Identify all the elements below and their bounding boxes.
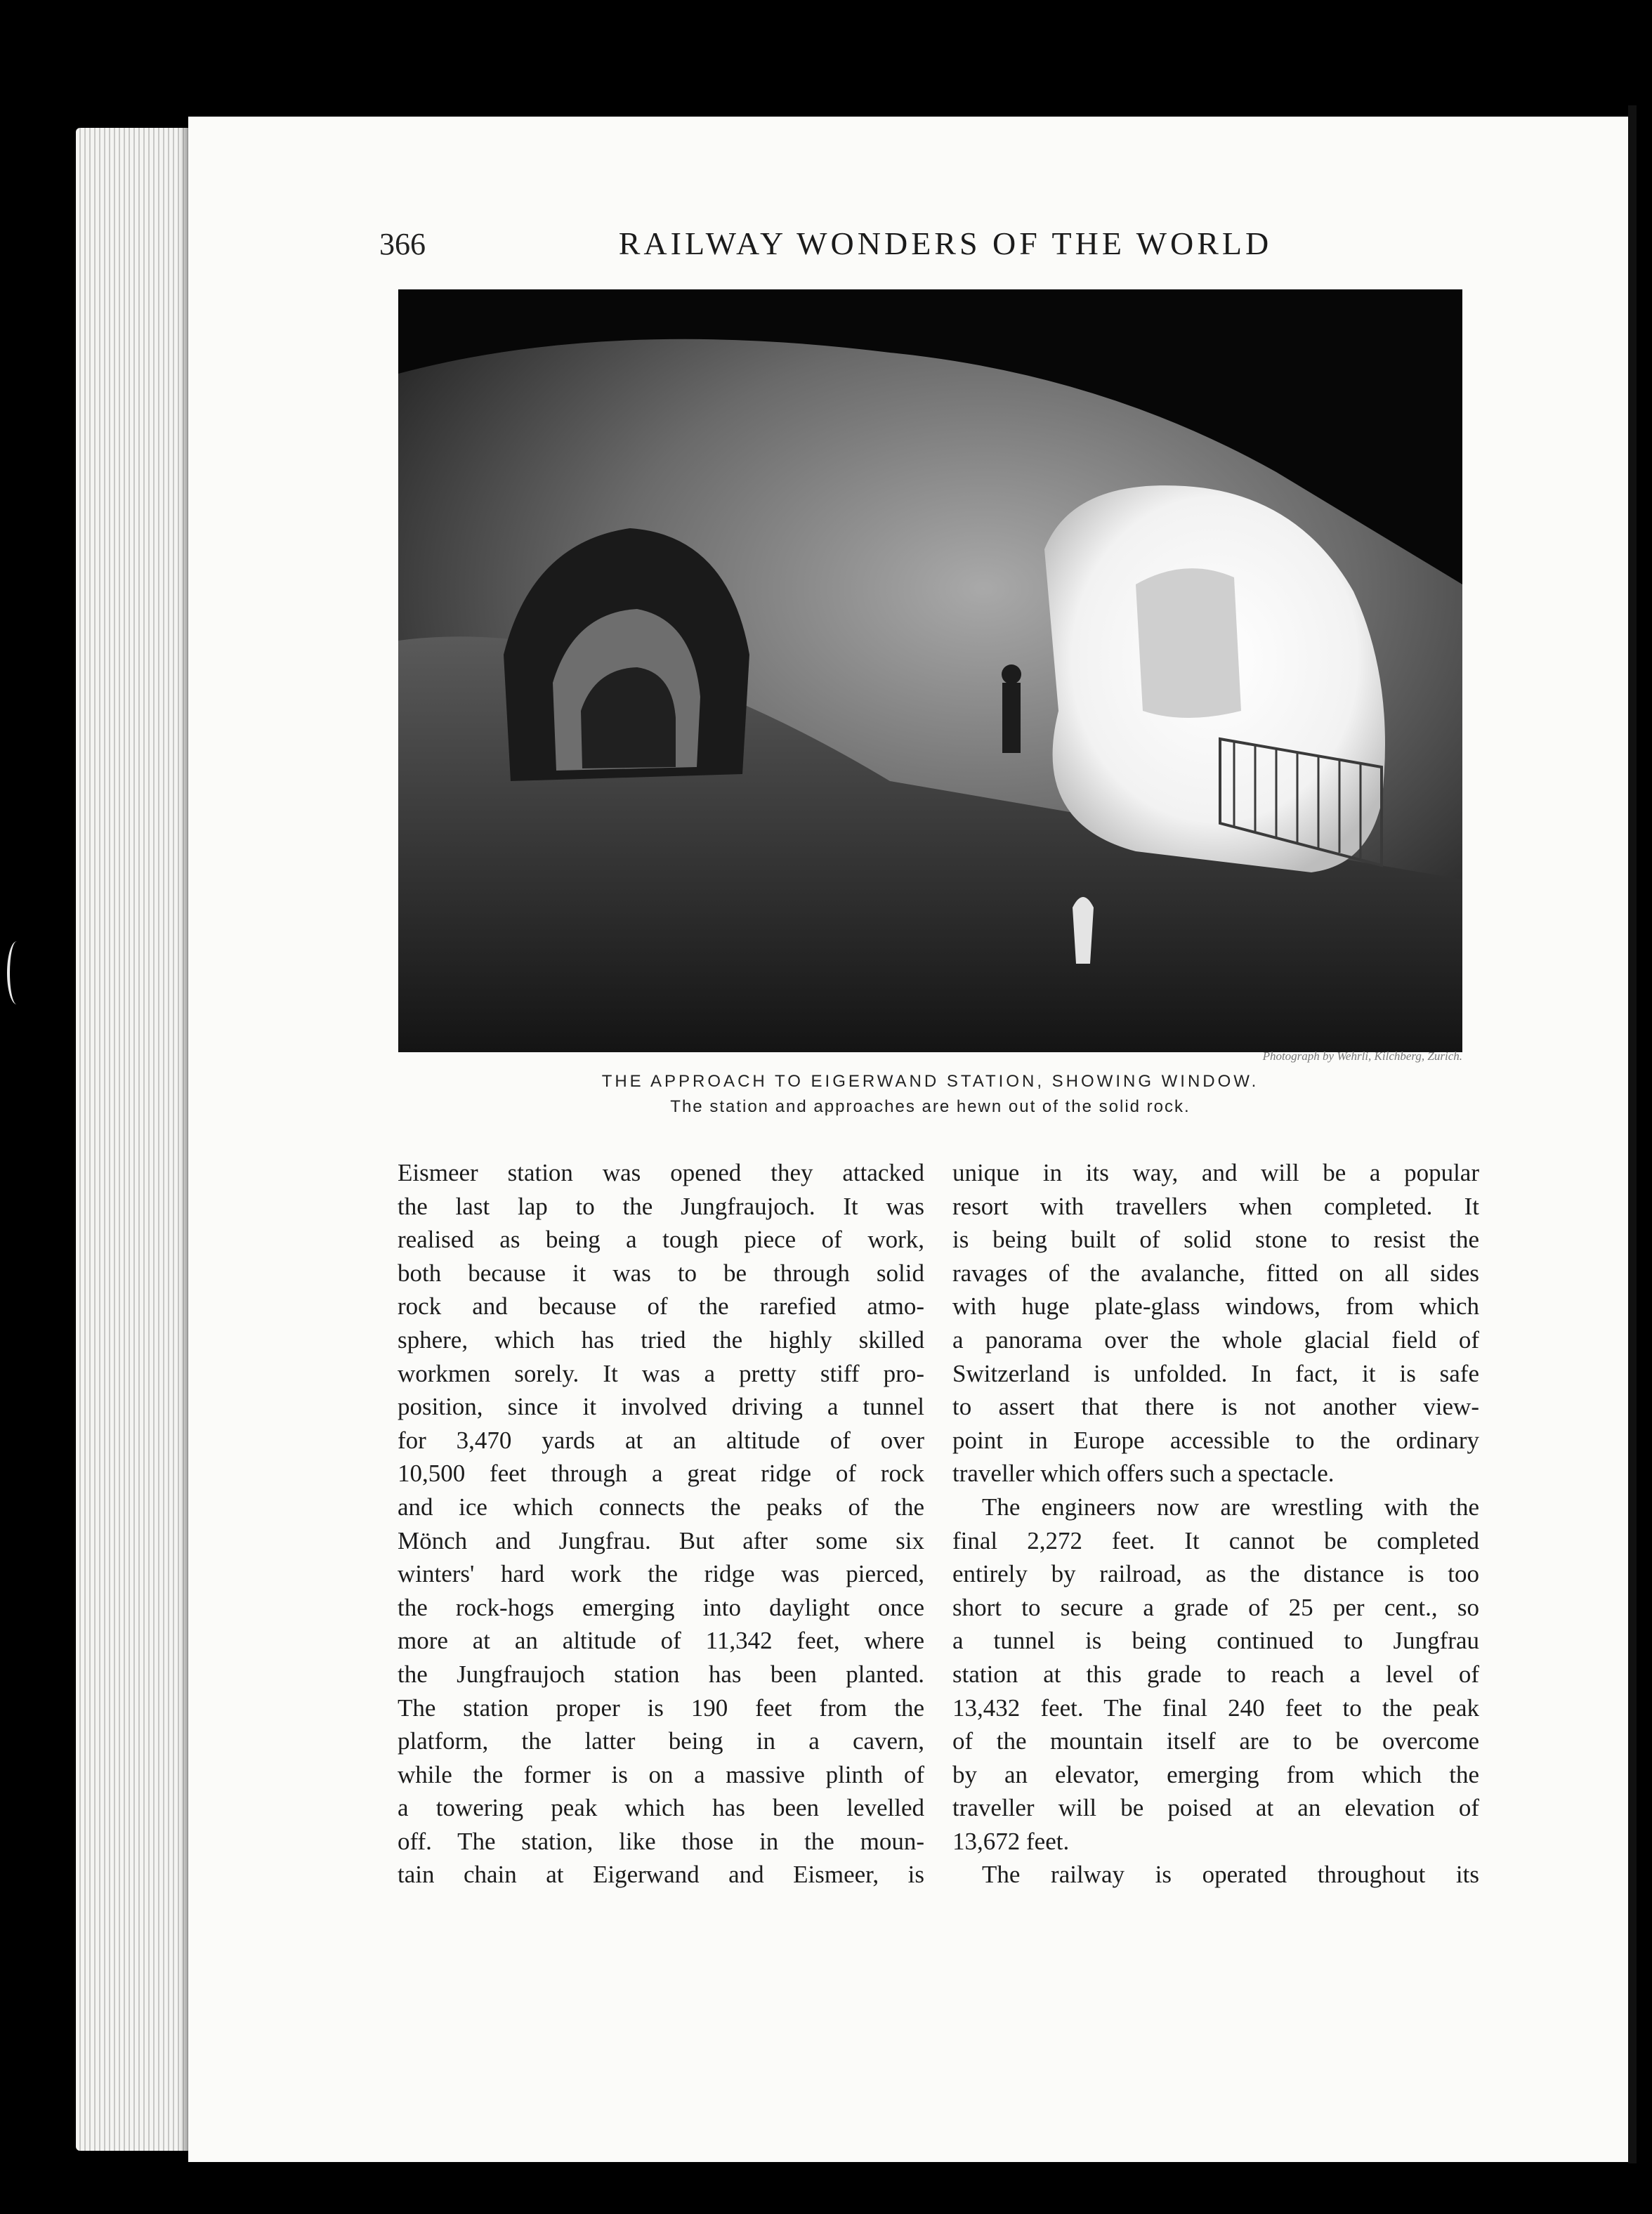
text-line: rock and because of the rarefied atmo- <box>398 1292 924 1321</box>
text-line: sphere, which has tried the highly skilled <box>398 1325 924 1354</box>
text-line: off. The station, like those in the moun- <box>398 1827 924 1855</box>
text-line: with huge plate-glass windows, from which <box>952 1292 1479 1321</box>
text-line: the rock-hogs emerging into daylight once <box>398 1593 924 1621</box>
text-line: short to secure a grade of 25 per cent., so <box>952 1593 1479 1621</box>
text-line: workmen sorely. It was a pretty stiff pro- <box>398 1359 924 1387</box>
text-line: unique in its way, and will be a popular <box>952 1159 1479 1186</box>
text-line: platform, the latter being in a cavern, <box>398 1727 924 1755</box>
text-line: Switzerland is unfolded. In fact, it is safe <box>952 1359 1479 1387</box>
text-line: to assert that there is not another view- <box>952 1393 1479 1421</box>
text-line: The engineers now are wrestling with the <box>982 1493 1479 1521</box>
tunnel-photograph-image <box>398 289 1462 1052</box>
text-line: The railway is operated throughout its <box>982 1861 1479 1889</box>
text-line: Mönch and Jungfrau. But after some six <box>398 1526 924 1554</box>
text-line: position, since it involved driving a tunnel <box>398 1393 924 1421</box>
text-line: for 3,470 yards at an altitude of over <box>398 1426 924 1454</box>
text-line: the last lap to the Jungfraujoch. It was <box>398 1192 924 1220</box>
page-header <box>379 218 1363 274</box>
text-line: 13,672 feet. <box>952 1827 1070 1855</box>
text-line: of the mountain itself are to be overcome <box>952 1727 1479 1755</box>
text-line: a panorama over the whole glacial field of <box>952 1325 1479 1354</box>
text-column-left <box>398 1156 924 1892</box>
text-line: entirely by railroad, as the distance is too <box>952 1560 1479 1588</box>
text-line: more at an altitude of 11,342 feet, where <box>398 1627 924 1655</box>
text-line: 13,432 feet. The final 240 feet to the peak <box>952 1694 1479 1722</box>
running-title: RAILWAY WONDERS OF THE WORLD <box>618 225 1273 261</box>
page-number: 366 <box>379 227 426 261</box>
text-line: traveller will be poised at an elevation of <box>952 1794 1479 1822</box>
text-line: a towering peak which has been levelled <box>398 1794 924 1822</box>
text-line: point in Europe accessible to the ordinary <box>952 1426 1479 1454</box>
text-line: traveller which offers such a spectacle. <box>952 1460 1335 1488</box>
text-line: while the former is on a massive plinth of <box>398 1760 924 1788</box>
photo-credit: Photograph by Wehrli, Kilchberg, Zurich. <box>1262 1049 1462 1063</box>
text-line: ravages of the avalanche, fitted on all sides <box>952 1259 1479 1287</box>
text-line: The station proper is 190 feet from the <box>398 1694 924 1722</box>
text-line: resort with travellers when completed. It <box>952 1192 1479 1220</box>
caption-title: THE APPROACH TO EIGERWAND STATION, SHOWING WINDOW. <box>601 1072 1259 1091</box>
text-line: winters' hard work the ridge was pierced, <box>398 1560 924 1588</box>
text-line: tain chain at Eigerwand and Eismeer, is <box>398 1861 924 1889</box>
figure-caption <box>398 1072 1462 1117</box>
text-line: Eismeer station was opened they attacked <box>398 1159 924 1186</box>
text-line: 10,500 feet through a great ridge of rock <box>398 1460 924 1488</box>
text-line: by an elevator, emerging from which the <box>952 1760 1479 1788</box>
page-gutter-shadow <box>1628 105 1637 2163</box>
caption-subtitle: The station and approaches are hewn out of the solid rock. <box>670 1097 1191 1116</box>
tunnel-photograph <box>398 289 1462 1052</box>
text-line: both because it was to be through solid <box>398 1259 924 1287</box>
margin-mark <box>7 941 27 1004</box>
text-line: is being built of solid stone to resist the <box>952 1226 1479 1254</box>
text-line: and ice which connects the peaks of the <box>398 1493 924 1521</box>
text-line: station at this grade to reach a level of <box>952 1660 1479 1688</box>
text-line: final 2,272 feet. It cannot be completed <box>952 1526 1479 1554</box>
text-line: realised as being a tough piece of work, <box>398 1226 924 1254</box>
text-line: a tunnel is being continued to Jungfrau <box>952 1627 1479 1655</box>
text-column-right <box>952 1156 1479 1892</box>
text-line: the Jungfraujoch station has been planted. <box>398 1660 924 1688</box>
